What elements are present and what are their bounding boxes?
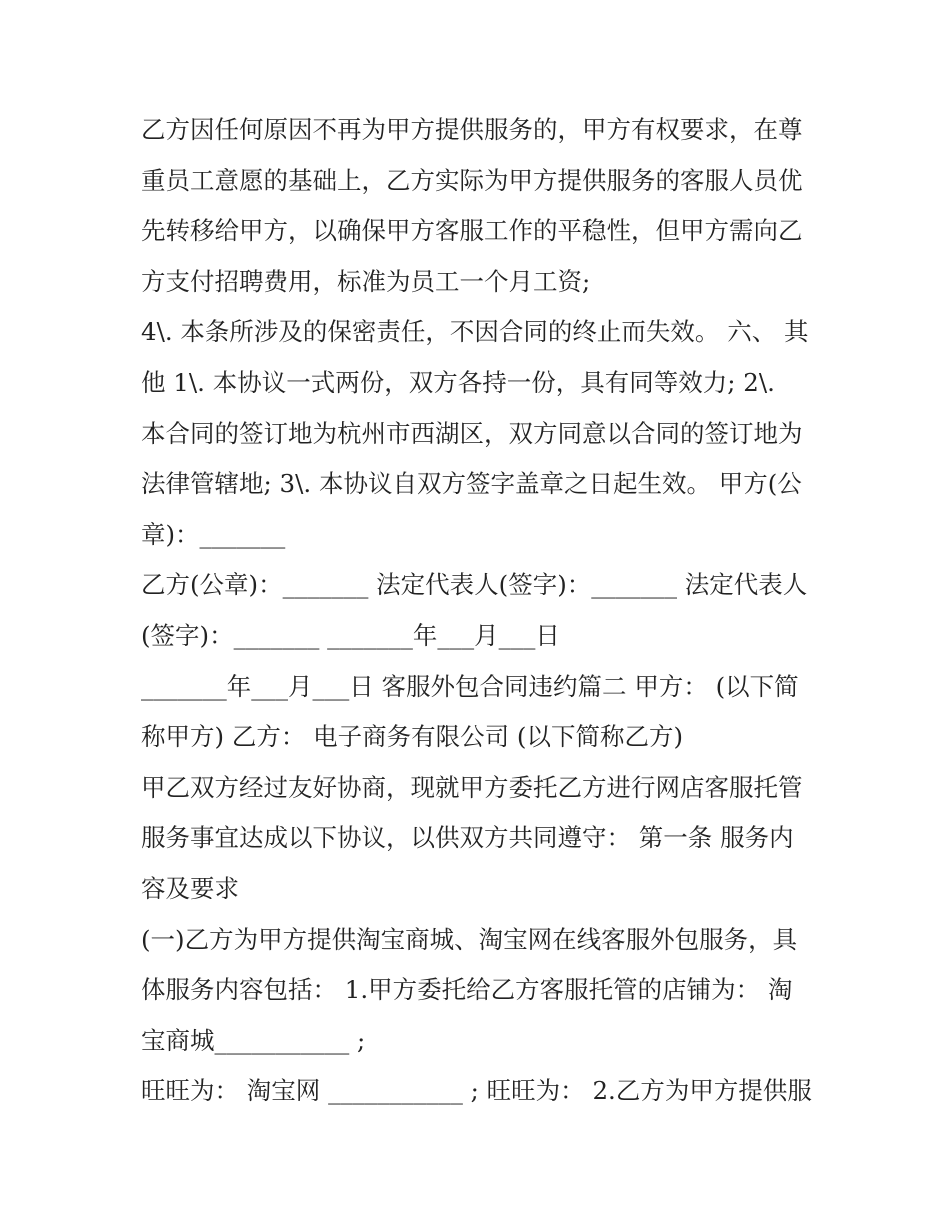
- text-line: 本合同的签订地为杭州市西湖区，双方同意以合同的签订地为: [141, 418, 803, 448]
- document-body: [141, 105, 821, 1117]
- text-line: 乙方因任何原因不再为甲方提供服务的，甲方有权要求，在尊: [141, 115, 803, 144]
- text-line: 章)：_______: [141, 519, 286, 549]
- text-line: 宝商城___________ ;: [141, 1025, 366, 1055]
- text-line: 4\. 本条所涉及的保密责任，不因合同的终止而失效。 六、 其: [141, 317, 809, 347]
- text-line: (一)乙方为甲方提供淘宝商城、淘宝网在线客服外包服务，具: [141, 924, 798, 954]
- text-line: _______年___月___日 客服外包合同违约篇二 甲方： (以下简: [141, 671, 799, 701]
- text-line: 容及要求: [141, 873, 239, 903]
- text-line: 称甲方) 乙方： 电子商务有限公司 (以下简称乙方): [141, 722, 684, 752]
- text-line: 法律管辖地; 3\. 本协议自双方签字盖章之日起生效。 甲方(公: [141, 469, 802, 499]
- text-line: 乙方(公章)：_______ 法定代表人(签字)：_______ 法定代表人: [141, 570, 808, 600]
- text-line: 方支付招聘费用，标准为员工一个月工资;: [141, 266, 591, 296]
- text-line: 甲乙双方经过友好协商，现就甲方委托乙方进行网店客服托管: [141, 772, 803, 802]
- text-line: 服务事宜达成以下协议，以供双方共同遵守： 第一条 服务内: [141, 823, 794, 853]
- text-line: 体服务内容包括： 1.甲方委托给乙方客服托管的店铺为： 淘: [141, 975, 793, 1005]
- text-line: 他 1\. 本协议一式两份，双方各持一份，具有同等效力; 2\.: [141, 367, 775, 397]
- text-line: 重员工意愿的基础上，乙方实际为甲方提供服务的客服人员优: [141, 165, 803, 195]
- text-line: 先转移给甲方，以确保甲方客服工作的平稳性，但甲方需向乙: [141, 216, 803, 246]
- text-line: (签字)：_______ _______年___月___日: [141, 620, 560, 650]
- text-line: 旺旺为： 淘宝网 ___________ ; 旺旺为： 2.乙方为甲方提供服: [141, 1076, 812, 1106]
